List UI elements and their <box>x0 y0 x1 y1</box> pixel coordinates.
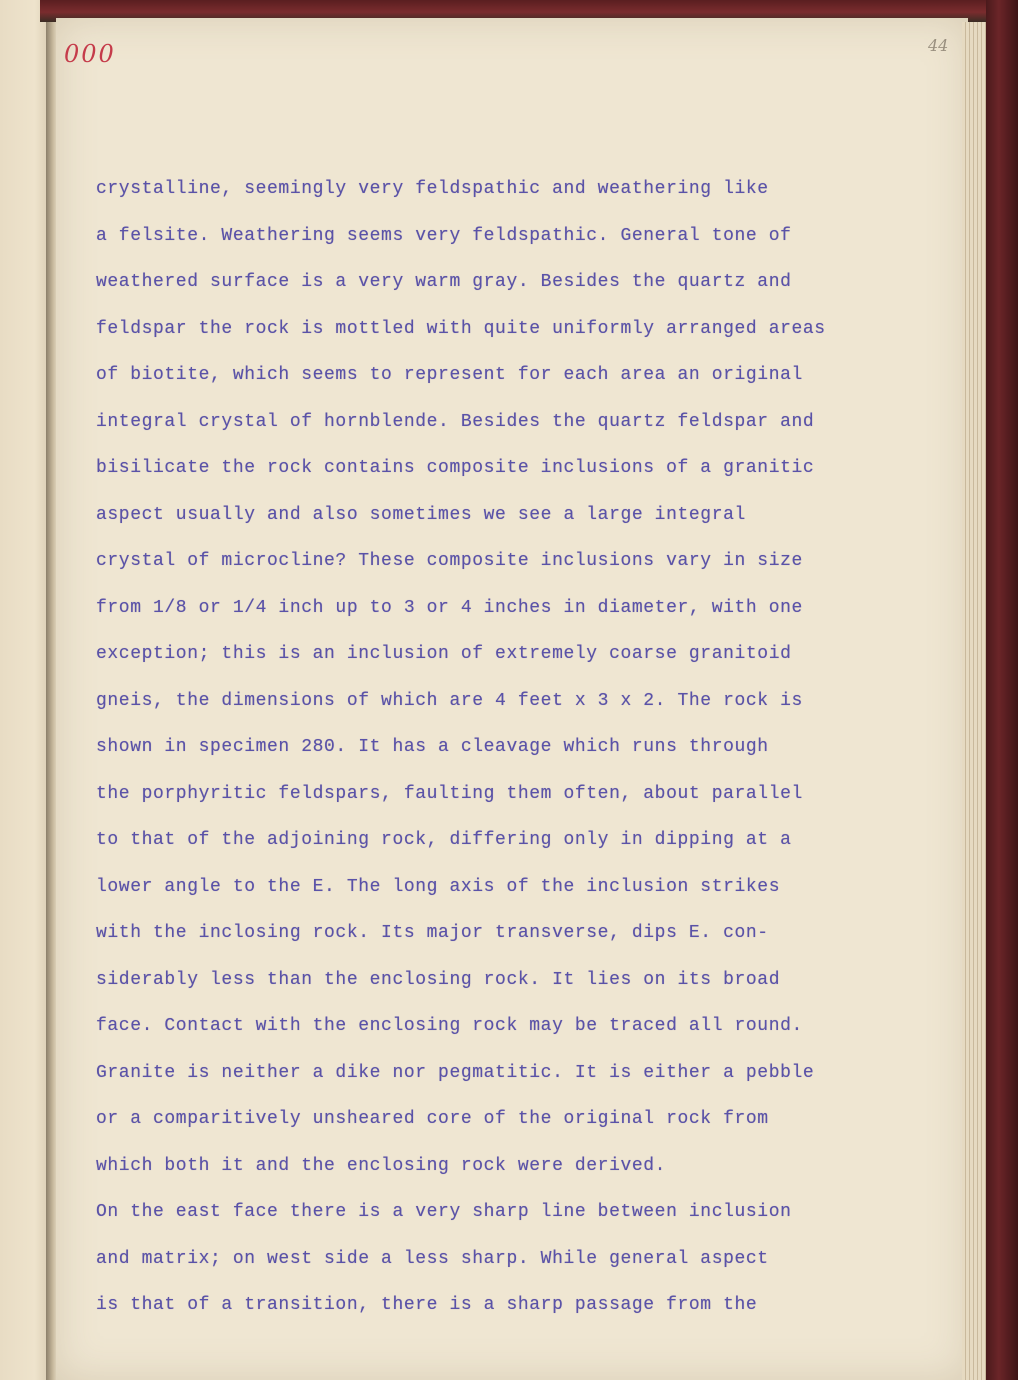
book-binding <box>986 0 1018 1380</box>
text-line: from 1/8 or 1/4 inch up to 3 or 4 inches in diameter, with one <box>96 597 803 618</box>
text-line: shown in specimen 280. It has a cleavage which runs through <box>96 737 769 757</box>
text-line: of biotite, which seems to represent for each area an original <box>96 365 803 385</box>
text-line: face. Contact with the enclosing rock may be traced all round. <box>96 1016 803 1036</box>
text-line: and matrix; on west side a less sharp. While general aspect <box>96 1248 769 1269</box>
text-line: bisilicate the rock contains composite inclusions of a granitic <box>96 458 815 478</box>
text-line: or a comparitively unsheared core of the original rock from <box>96 1109 769 1129</box>
text-line: a felsite. Weathering seems very feldspathic. General tone of <box>96 225 792 246</box>
corner-mark: 000 <box>64 40 116 68</box>
page-number: 44 <box>928 36 949 55</box>
text-line: On the east face there is a very sharp line between inclusion <box>96 1202 792 1222</box>
facing-page-edge <box>0 0 50 1380</box>
text-line: the porphyritic feldspars, faulting them often, about parallel <box>96 783 803 804</box>
text-line: which both it and the enclosing rock were derived. <box>96 1155 667 1176</box>
text-line: lower angle to the E. The long axis of the inclusion strikes <box>96 876 781 897</box>
text-line: with the inclosing rock. Its major transverse, dips E. con- <box>96 923 769 943</box>
typed-text-block <box>96 166 896 1329</box>
text-line: crystal of microcline? These composite inclusions vary in size <box>96 551 803 571</box>
text-line: aspect usually and also sometimes we see a large integral <box>96 504 746 525</box>
text-line: exception; this is an inclusion of extremely coarse granitoid <box>96 644 792 664</box>
page-stack-edges <box>962 22 988 1380</box>
text-line: feldspar the rock is mottled with quite uniformly arranged areas <box>96 318 826 339</box>
text-line: crystalline, seemingly very feldspathic and weathering like <box>96 179 769 199</box>
text-line: integral crystal of hornblende. Besides the quartz feldspar and <box>96 411 815 432</box>
text-line: siderably less than the enclosing rock. It lies on its broad <box>96 969 781 990</box>
text-line: weathered surface is a very warm gray. Besides the quartz and <box>96 272 792 292</box>
text-line: to that of the adjoining rock, differing only in dipping at a <box>96 830 792 850</box>
text-line: Granite is neither a dike nor pegmatitic. It is either a pebble <box>96 1062 815 1083</box>
text-line: gneis, the dimensions of which are 4 feet x 3 x 2. The rock is <box>96 690 803 711</box>
text-line: is that of a transition, there is a sharp passage from the <box>96 1295 758 1315</box>
